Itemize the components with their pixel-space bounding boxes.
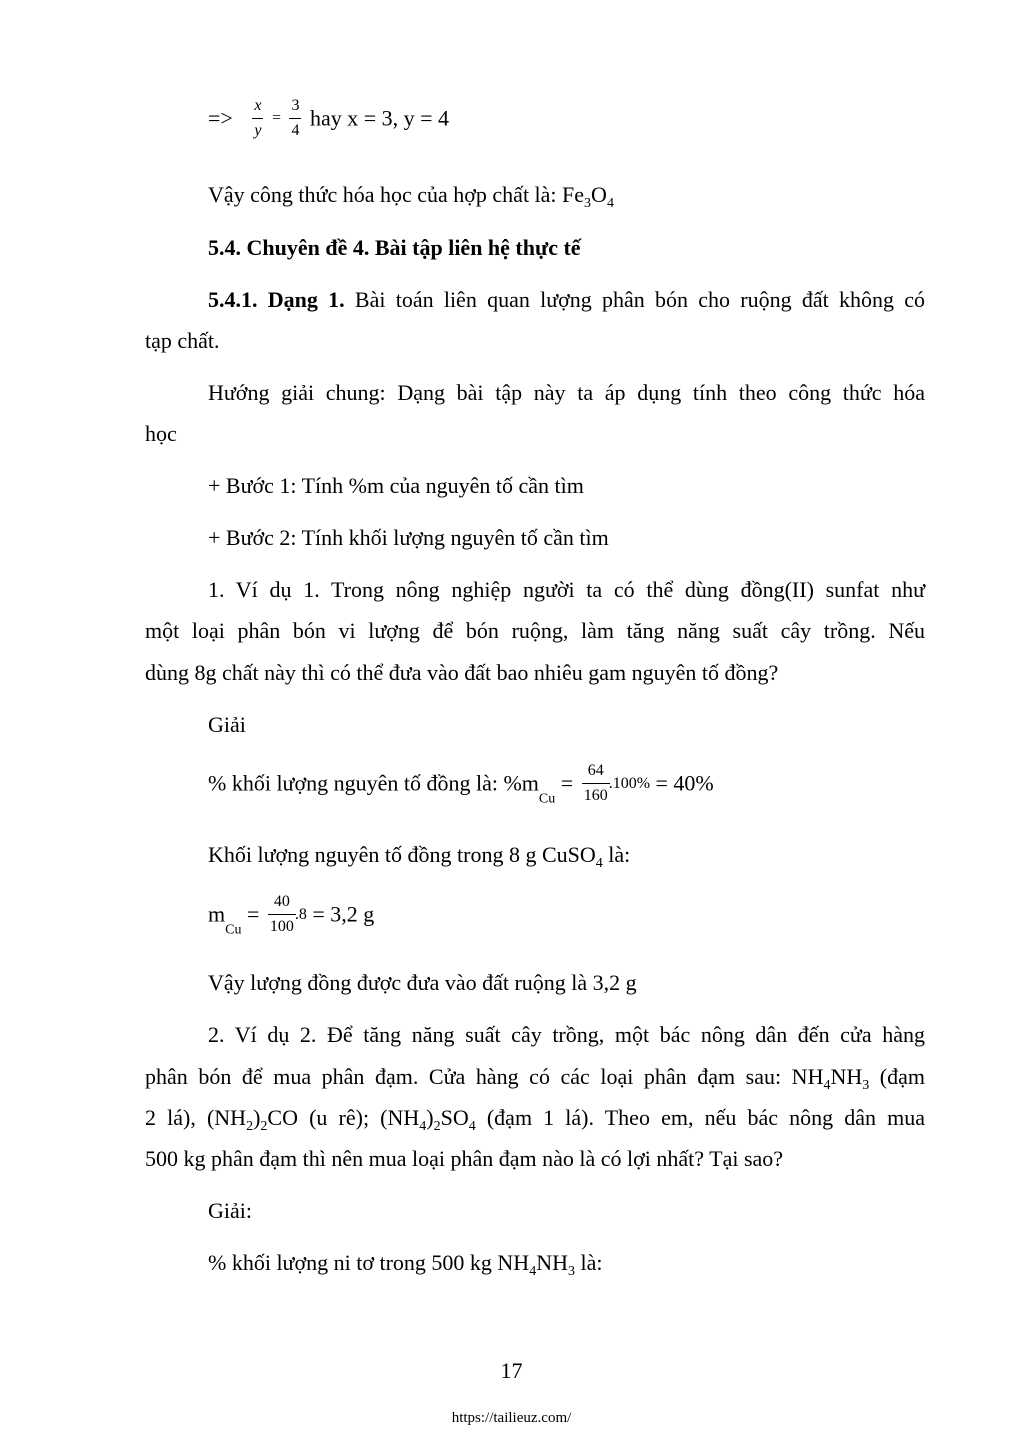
nitrogen-percent-line: % khối lượng ni tơ trong 500 kg $NH_4NH_3$ là: bbox=[208, 1250, 603, 1279]
denominator: 160 bbox=[583, 787, 608, 804]
equation-ratio bbox=[208, 97, 449, 140]
equation-copper-percent: % khối lượng nguyên tố đồng là: $\%m_{Cu}$ = $\frac{64}{160}$ .100% = 40% bbox=[208, 762, 714, 807]
solution-label-1: Giải bbox=[208, 712, 246, 737]
solution-label-2: Giải: bbox=[208, 1198, 252, 1223]
implies-arrow: => bbox=[208, 105, 233, 131]
example2-line4: 500 kg phân đạm thì nên mua loại phân đạm nào là có lợi nhất? Tại sao? bbox=[145, 1146, 784, 1171]
equals-sign: = bbox=[271, 109, 281, 127]
formula-line: Vậy công thức hóa học của hợp chất là: $Fe_3O_4$ bbox=[208, 182, 614, 211]
equation-copper-mass: $m_{Cu}$ = $\frac{40}{100}$ .8 = 3,2 g bbox=[208, 893, 375, 938]
page-number: 17 bbox=[500, 1358, 523, 1383]
footer-url[interactable]: https://tailieuz.com/ bbox=[451, 1410, 572, 1426]
step-2: + Bước 2: Tính khối lượng nguyên tố cần tìm bbox=[208, 525, 609, 550]
fraction-x-over-y bbox=[252, 97, 263, 140]
fraction-40-over-100 bbox=[268, 893, 296, 936]
fraction-3-over-4 bbox=[289, 97, 301, 140]
numerator: x bbox=[252, 97, 263, 119]
paragraph-dang1-line1: 5.4.1. Dạng 1. Bài toán liên quan lượng phân bón cho ruộng đất không có bbox=[208, 287, 926, 312]
copper-mass-line: Khối lượng nguyên tố đồng trong 8 g CuSO$_4$ là: bbox=[208, 842, 631, 871]
paragraph-dang1-line2: tạp chất. bbox=[145, 328, 220, 353]
example2-line1: 2. Ví dụ 2. Để tăng năng suất cây trồng, một bác nông dân đến cửa hàng bbox=[208, 1022, 925, 1047]
example2-line2: phân bón để mua phân đạm. Cửa hàng có các loại phân đạm sau: $NH_4NH_3$ (đạm bbox=[145, 1064, 925, 1093]
ratio-result: hay x = 3, y = 4 bbox=[309, 105, 450, 131]
denominator: 4 bbox=[291, 122, 300, 139]
denominator: y bbox=[254, 122, 262, 139]
conclusion-1: Vậy lượng đồng được đưa vào đất ruộng là 3,2 g bbox=[208, 970, 637, 995]
numerator: 40 bbox=[268, 893, 296, 915]
subsection-label: 5.4.1. Dạng 1. bbox=[208, 287, 345, 312]
example2-line3: 2 lá), $(NH_2)_2CO$ (u rê); $(NH_4)_2SO_4$ (đạm 1 lá). Theo em, nếu bác nông dân mua bbox=[145, 1105, 925, 1134]
paragraph-huong-giai-line2: học bbox=[145, 421, 177, 446]
example1-line3: dùng 8g chất này thì có thể đưa vào đất bao nhiêu gam nguyên tố đồng? bbox=[145, 660, 779, 685]
paragraph-huong-giai-line1: Hướng giải chung: Dạng bài tập này ta áp dụng tính theo công thức hóa bbox=[208, 380, 925, 405]
denominator: 100 bbox=[269, 918, 294, 935]
example1-line2: một loại phân bón vi lượng để bón ruộng, làm tăng năng suất cây trồng. Nếu bbox=[145, 618, 925, 643]
step-1: + Bước 1: Tính %m của nguyên tố cần tìm bbox=[208, 473, 584, 498]
numerator: 3 bbox=[289, 97, 301, 119]
section-heading: 5.4. Chuyên đề 4. Bài tập liên hệ thực tế bbox=[208, 235, 581, 260]
fraction-64-over-160 bbox=[582, 762, 610, 805]
numerator: 64 bbox=[582, 762, 610, 784]
example1-line1: 1. Ví dụ 1. Trong nông nghiệp người ta có thể dùng đồng(II) sunfat như bbox=[208, 577, 925, 602]
